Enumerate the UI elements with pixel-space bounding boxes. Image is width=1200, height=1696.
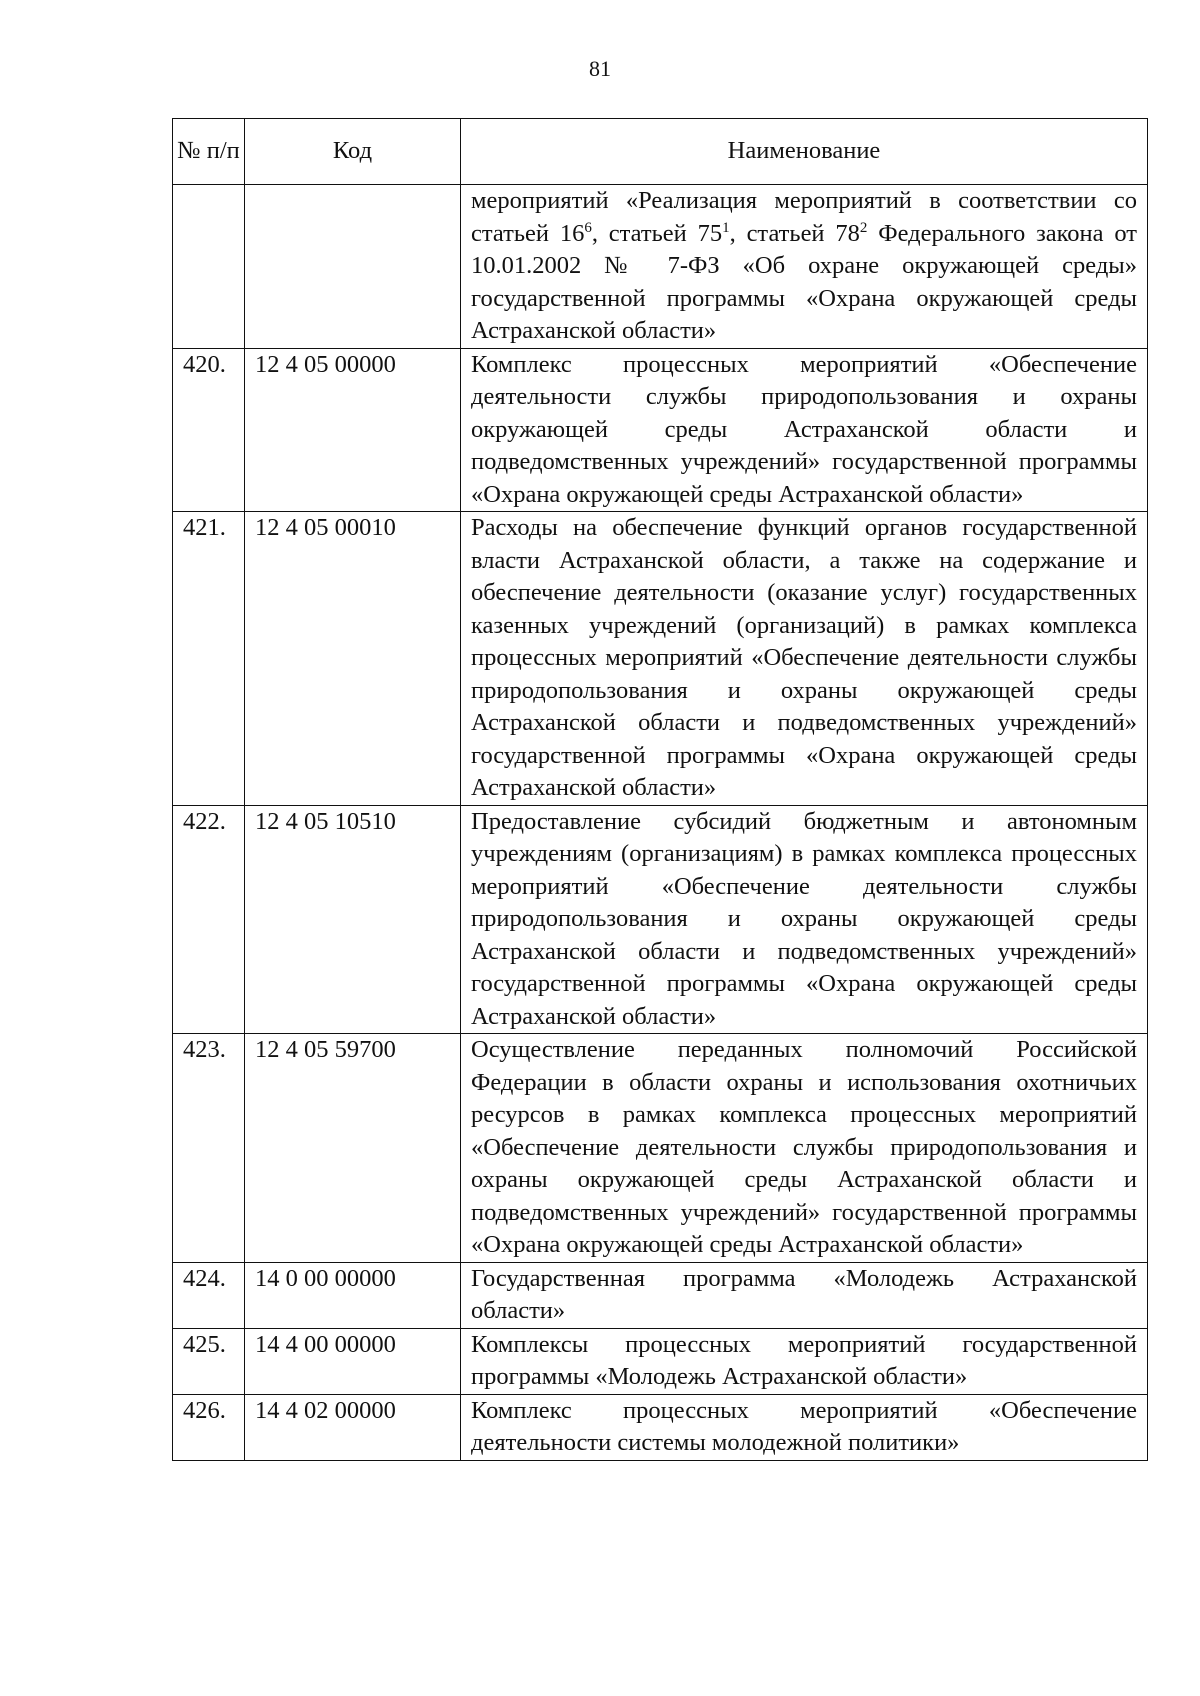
superscript-2: 1 (722, 219, 730, 236)
table-row-continuation (173, 185, 1148, 349)
table-header-row (173, 119, 1148, 185)
table-row (173, 1262, 1148, 1328)
table-row (173, 348, 1148, 512)
continuation-text-4: Федерального закона от 10.01.2002 № 7-ФЗ «Об охране окружающей среды» государственной программы «Охрана окружающей среды Астраханской области» (471, 219, 1137, 344)
page-number: 81 (589, 56, 611, 81)
superscript-3: 2 (859, 219, 868, 236)
row-name: Комплекс процессных мероприятий «Обеспечение деятельности службы природопользования и охраны окружающей среды Астраханской области и подведомственных учреждений» государственной программы «Охрана окружающей среды Астраханской области» (461, 348, 1148, 512)
table-row (173, 1394, 1148, 1460)
table-row (173, 1034, 1148, 1263)
row-code: 12 4 05 10510 (245, 805, 461, 1034)
header-code: Код (245, 119, 461, 185)
table-row (173, 512, 1148, 806)
row-name: Комплексы процессных мероприятий государственной программы «Молодежь Астраханской области» (461, 1328, 1148, 1394)
codes-table (172, 118, 1148, 1461)
row-name: Комплекс процессных мероприятий «Обеспечение деятельности системы молодежной политики» (461, 1394, 1148, 1460)
row-name-continuation (461, 185, 1148, 349)
row-name: Предоставление субсидий бюджетным и автономным учреждениям (организациям) в рамках комплекса процессных мероприятий «Обеспечение деятельности службы природопользования и охраны окружающей среды Астраханской области и подведомственных учреждений» государственной программы «Охрана окружающей среды Астраханской области» (461, 805, 1148, 1034)
row-num: 420. (173, 348, 245, 512)
row-code (245, 185, 461, 349)
table-row (173, 1328, 1148, 1394)
row-code: 14 4 02 00000 (245, 1394, 461, 1460)
row-num: 421. (173, 512, 245, 806)
row-num: 425. (173, 1328, 245, 1394)
continuation-text-1: мероприятий «Реализация мероприятий в соответствии со статьей 16 (471, 187, 1137, 247)
row-name: Расходы на обеспечение функций органов государственной власти Астраханской области, а также на содержание и обеспечение деятельности (оказание услуг) государственных казенных учреждений (организаций) в рамках комплекса процессных мероприятий «Обеспечение деятельности службы природопользования и охраны окружающей среды Астраханской области и подведомственных учреждений» государственной программы «Охрана окружающей среды Астраханской области» (461, 512, 1148, 806)
continuation-text-2: , статьей 75 (591, 219, 723, 247)
row-code: 12 4 05 00010 (245, 512, 461, 806)
row-code: 14 0 00 00000 (245, 1262, 461, 1328)
row-num: 424. (173, 1262, 245, 1328)
row-name: Государственная программа «Молодежь Астраханской области» (461, 1262, 1148, 1328)
continuation-text-3: , статьей 78 (729, 219, 860, 247)
row-num (173, 185, 245, 349)
row-num: 423. (173, 1034, 245, 1263)
superscript-1: 6 (584, 219, 592, 236)
table-row (173, 805, 1148, 1034)
row-num: 426. (173, 1394, 245, 1460)
row-num: 422. (173, 805, 245, 1034)
header-name: Наименование (461, 119, 1148, 185)
header-num: № п/п (173, 119, 245, 185)
row-code: 12 4 05 59700 (245, 1034, 461, 1263)
row-code: 12 4 05 00000 (245, 348, 461, 512)
row-code: 14 4 00 00000 (245, 1328, 461, 1394)
row-name: Осуществление переданных полномочий Российской Федерации в области охраны и использования охотничьих ресурсов в рамках комплекса процессных мероприятий «Обеспечение деятельности службы природопользования и охраны окружающей среды Астраханской области и подведомственных учреждений» государственной программы «Охрана окружающей среды Астраханской области» (461, 1034, 1148, 1263)
